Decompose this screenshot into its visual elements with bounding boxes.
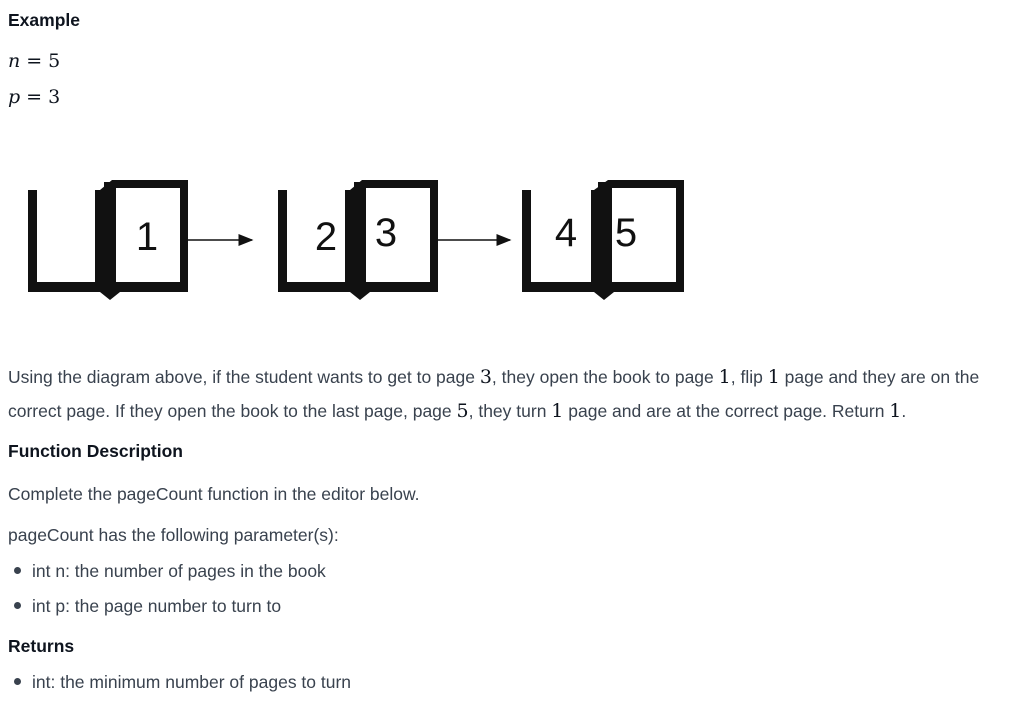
bullet-icon (14, 567, 21, 574)
explanation-number: 1 (889, 400, 902, 422)
equals-sign: = (26, 86, 43, 108)
explanation-number: 3 (479, 366, 492, 388)
return-text: int: the minimum number of pages to turn (32, 672, 352, 692)
explanation-text: Using the diagram above, if the student wants to get to page (8, 367, 480, 387)
explanation-number: 1 (718, 366, 731, 388)
explanation-line-1 (8, 360, 979, 394)
variable-name: p (8, 86, 21, 108)
explanation-text: . (901, 401, 907, 421)
explanation-text: page and are at the correct page. Return (563, 401, 890, 421)
explanation-text: page and they are on the (779, 367, 980, 387)
function-description-heading: Function Description (8, 441, 183, 461)
book-3-left-page: 4 (554, 211, 578, 255)
param-text: int p: the page number to turn to (32, 596, 282, 616)
book-pages-diagram (0, 160, 720, 320)
explanation-text: correct page. If they open the book to the last page, page (8, 401, 457, 421)
variable-value: 3 (48, 86, 61, 108)
equals-sign: = (26, 50, 43, 72)
book-1-icon (28, 180, 188, 300)
function-description-text: Complete the pageCount function in the editor below. (8, 484, 420, 504)
book-2-left-page: 2 (314, 215, 338, 259)
variable-n (8, 50, 60, 72)
list-item (8, 596, 281, 617)
explanation-number: 5 (456, 400, 469, 422)
explanation-text: , flip (730, 367, 768, 387)
bullet-icon (14, 678, 21, 685)
book-3-icon (522, 180, 684, 300)
bullet-icon (14, 602, 21, 609)
example-heading: Example (8, 10, 80, 30)
list-item (8, 561, 326, 582)
book-3-right-page: 5 (614, 211, 638, 255)
book-2-right-page: 3 (374, 211, 398, 255)
book-1-right-page: 1 (135, 215, 159, 259)
returns-heading: Returns (8, 636, 75, 656)
param-text: int n: the number of pages in the book (32, 561, 326, 581)
book-2-icon (278, 180, 438, 300)
explanation-text: , they turn (468, 401, 552, 421)
explanation-text: , they open the book to page (491, 367, 719, 387)
variable-value: 5 (48, 50, 61, 72)
explanation-line-2 (8, 394, 906, 428)
variable-p (8, 86, 60, 108)
list-item (8, 672, 351, 693)
params-intro: pageCount has the following parameter(s): (8, 525, 339, 545)
variable-name: n (8, 50, 21, 72)
explanation-number: 1 (767, 366, 780, 388)
explanation-number: 1 (551, 400, 564, 422)
